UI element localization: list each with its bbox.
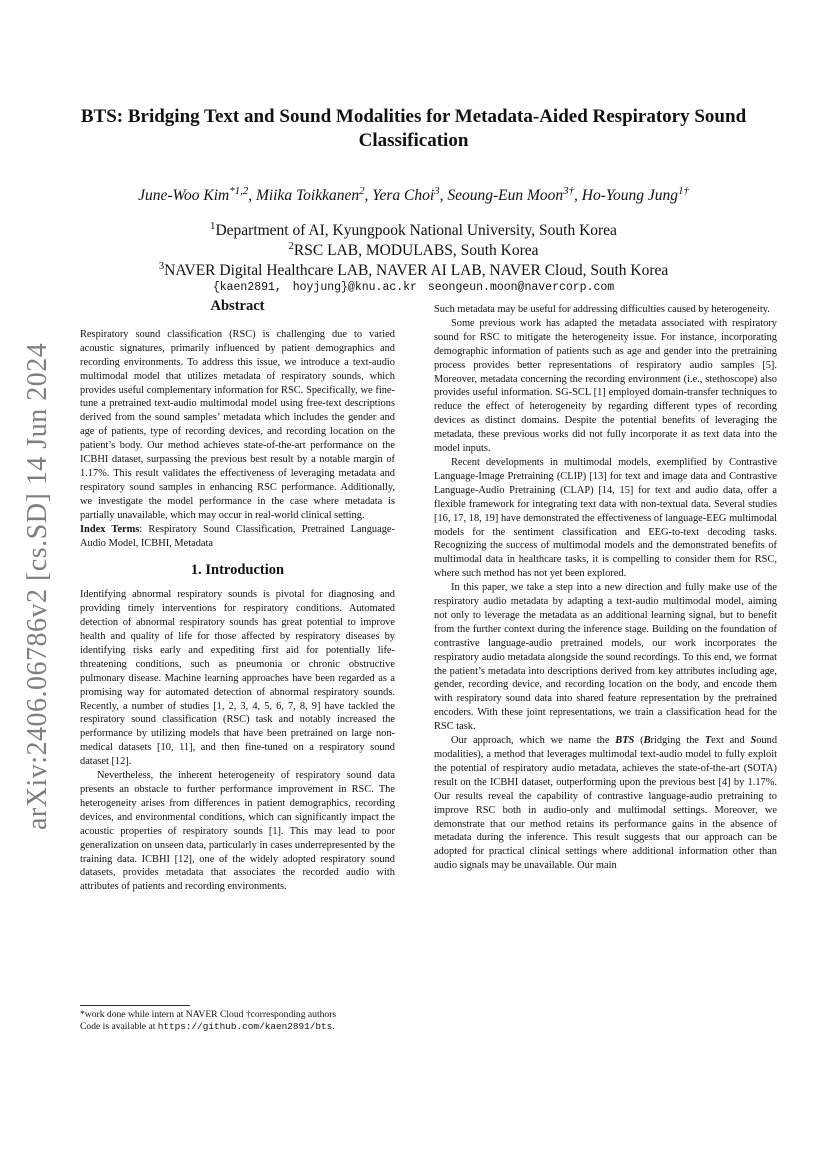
body-paragraph: Some previous work has adapted the metadata associated with respiratory sound for RSC to mitigate the heterogeneity issue. For instance, incorporating demographic information of patients such as age and gender into the pretraining process provides better representations of respiratory audio samples [5]. Moreover, metadata concerning the recording environment (i.e., stethoscope) also provides useful information. SG-SCL [1] employed domain-transfer techniques to reduce the effect of heterogeneity by regarding different types of recording devices as distinct domains. Despite the potential benefits of leveraging the metadata, these previous works did not fully incorporate it as text data into the model inputs. (434, 317, 777, 455)
author-list: June-Woo Kim$^{*1,2}$, Miika Toikkanen$^2$, Yera Choi$^3$, Seoung-Eun Moon$^{3\dagger}$, Ho-Young Jung$^{1\dagger}$ (138, 184, 689, 204)
right-column (434, 303, 777, 873)
author: Ho-Young Jung (581, 187, 679, 204)
arxiv-side-label: arXiv:2406.06786v2 [cs.SD] 14 Jun 2024 (22, 342, 53, 830)
body-paragraph: In this paper, we take a step into a new direction and fully make use of the respiratory audio metadata by adapting a text-audio multimodal model, aiming not only to leverage the metadata as an additional learning signal, but to benefit from the further context during the inference stage. Building on the foundation of contrastive language-audio pretrained models, our work incorporates the respiratory audio metadata alongside the sound recordings. To this end, we format the patient’s metadata into descriptions derived from key attributes including age, gender, recording device, and recording location on the body, and encode them with respiratory sound data into shared feature representation by the pretrained encoders. With these joint representations, we train a classification head for the RSC task. (434, 582, 777, 733)
author: Yera Choi (372, 187, 435, 204)
author: Miika Toikkanen (255, 187, 360, 204)
index-terms: Index Terms: Respiratory Sound Classification, Pretrained Language-Audio Model, ICBHI, Metadata (80, 523, 396, 549)
affiliation: $^1$Department of AI, Kyungpook National University, South Korea (210, 219, 617, 239)
body-paragraph: Our approach, which we name the BTS (Bridging the Text and Sound modalities), a method that leverages multimodal text-audio model to fully exploit the potential of respiratory audio metadata, achieves the state-of-the-art (SOTA) result on the ICBHI dataset, outperforming upon the previous best [4] by 1.17%. Our results reveal the capability of contrastive language-audio pretraining to improve RSC both in audio-only and multimodal settings. Moreover, we demonstrate that our method retains its performance gains in the absence of metadata during the inference. This result suggests that our approach can be adopted for practical clinical settings where additional information other than audio signals may be unavailable. Our main (434, 735, 778, 872)
footnote (80, 1005, 395, 1033)
affiliation: $^3$NAVER Digital Healthcare LAB, NAVER AI LAB, NAVER Cloud, South Korea (158, 259, 669, 279)
footnote-line: *work done while intern at NAVER Cloud †corresponding authors (80, 1009, 337, 1020)
code-availability: Code is available at https://github.com/kaen2891/bts. (80, 1021, 335, 1032)
abstract-text: Respiratory sound classification (RSC) is challenging due to varied acoustic signatures, primarily influenced by patient demographics and recording environments. To address this issue, we introduce a text-audio multimodal model that utilizes metadata of respiratory sounds, which provides useful complementary information for RSC. Specifically, we fine-tune a pretrained text-audio multimodal model using free-text descriptions derived from the sound samples’ metadata which includes the gender and age of patients, type of recording devices, and recording location on the patient’s body. Our method achieves state-of-the-art performance on the ICBHI dataset, surpassing the previous best result by a notable margin of 1.17%. This result validates the effectiveness of leveraging metadata and respiratory sound samples in enhancing RSC performance. Additionally, we investigate the model performance in the case where metadata is partially unavailable, which may occur in real-world clinical setting. (80, 328, 395, 521)
author: Seoung-Eun Moon (447, 187, 564, 204)
intro-heading: 1. Introduction (190, 562, 285, 579)
code-url-link[interactable]: https://github.com/kaen2891/bts (157, 1021, 333, 1032)
intro-paragraph: Nevertheless, the inherent heterogeneity of respiratory sound data presents an obstacle to further performance improvement in RSC. The heterogeneity arises from differences in patient demographics, recording devices, and environmental conditions, which can significantly impact the acoustic properties of respiratory sounds [1]. This may lead to poor generalization on unseen data, particularly in cases underrepresented by the training data. ICBHI [12], one of the widely adopted respiratory sound datasets, provides metadata that associates the recorded audio with attributes of patients and recording environments. (80, 770, 395, 893)
intro-paragraph: Identifying abnormal respiratory sounds is pivotal for diagnosing and providing timely interventions for respiratory conditions. Automated detection of abnormal respiratory sounds has great potential to improve health and quality of life for those affected by respiratory diseases by identifying risks early and expediting first aid for potentially life-threatening conditions, such as pneumonia or chronic obstructive pulmonary disease. Machine learning approaches have been regarded as a promising way for automated detection of abnormal respiratory sounds. Recently, a number of studies [1, 2, 3, 4, 5, 6, 7, 8, 9] have tackled the respiratory sound classification (RSC) task and notably increased the performance by utilizing models that have been pretrained on large non-medical datasets [10, 11], and then fine-tuned on a respiratory sound dataset [12]. (80, 589, 395, 768)
footnote-rule (80, 1005, 190, 1006)
author-emails: {kaen2891, hoyjung}@knu.ac.kr seongeun.moon@navercorp.com (212, 281, 615, 294)
paper-title: BTS: Bridging Text and Sound Modalities for Metadata-Aided Respiratory Sound Classification (80, 106, 747, 151)
left-column (80, 300, 395, 894)
abstract-heading: Abstract (210, 298, 265, 314)
body-paragraph: Such metadata may be useful for addressing difficulties caused by heterogeneity. (434, 304, 770, 315)
author: June-Woo Kim (138, 187, 230, 204)
affiliations (60, 221, 767, 281)
body-paragraph: Recent developments in multimodal models, exemplified by Contrastive Language-Image Pretraining (CLIP) [13] for text and image data and Contrastive Language-Audio Pretraining (CLAP) [14, 15] for text and audio data, offer a flexible framework for integrating text data with non-textual data. Several studies [16, 17, 18, 19] have demonstrated the effectiveness of language-EEG multimodal models for the sentiment classification and EEG-to-text decoding tasks. Recognizing the success of multimodal models and the demonstrated benefits of multimodal data in healthcare tasks, it is compelling to consider them for RSC, where such method has not yet been explored. (434, 456, 777, 580)
affiliation: $^2$RSC LAB, MODULABS, South Korea (288, 239, 539, 259)
